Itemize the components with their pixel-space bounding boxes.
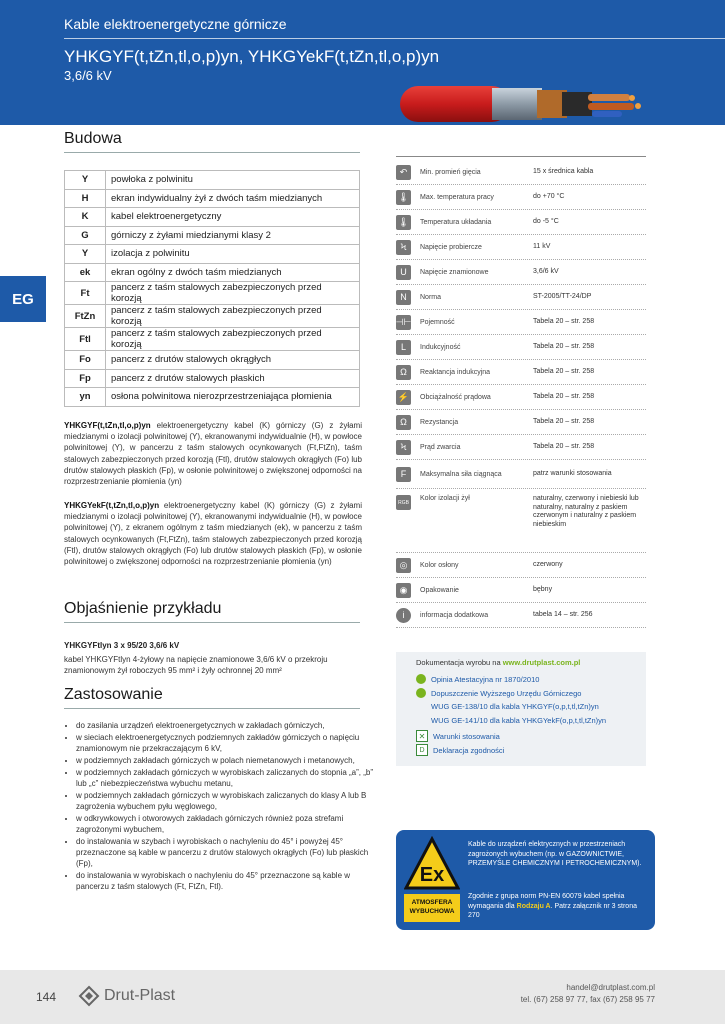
budowa-heading: Budowa — [64, 130, 122, 147]
table-row — [65, 328, 360, 351]
table-row — [65, 208, 360, 227]
list-item: • do zasilania urządzeń elektroenergetycznych w zakładach górniczych, — [76, 720, 376, 731]
doc-link-label: WUG GE-138/10 dla kabla YHKGYF(o,p,t,tl,tZn)yn — [431, 702, 599, 711]
spec-value: do +70 °C — [533, 192, 565, 200]
spec-label: Norma — [420, 293, 442, 301]
logo-text: Drut-Plast — [104, 987, 176, 1004]
inductance-icon: L — [396, 340, 411, 355]
desc-cell: pancerz z taśm stalowych zabezpieczonych przed korozją — [106, 328, 360, 351]
spec-label: Temperatura układania — [420, 218, 492, 226]
spec-value: bębny — [533, 585, 553, 593]
spec-row — [396, 553, 646, 578]
description-title: YHKGYF(t,tZn,tl,o,p)yn — [64, 421, 151, 430]
spec-value: 11 kV — [533, 242, 551, 250]
spec-value: 15 x średnica kabla — [533, 167, 594, 175]
list-item: • w podziemnych zakładach górniczych w wyrobiskach zaliczanych do stopnia „a”, „b” lub „c” niebezpieczeństwa wybuchu metanu, — [76, 767, 376, 789]
atex-label — [404, 894, 460, 922]
code-cell: FtZn — [65, 305, 106, 328]
current-capacity-icon: ⚡ — [396, 390, 411, 405]
doc-link-wug-138[interactable] — [431, 702, 599, 711]
list-item: • w podziemnych zakładach górniczych w polach niemetanowych i metanowych, — [76, 755, 376, 766]
specs-table — [396, 160, 646, 628]
spec-value: patrz warunki stosowania — [533, 469, 612, 477]
list-item: • do instalowania w wyrobiskach o nachyleniu do 45° przeznaczone są kable w pancerzu z taśm stalowych (Ft, FtZn, Ftl). — [76, 870, 376, 892]
product-voltage: 3,6/6 kV — [64, 68, 112, 83]
atex-box — [396, 830, 655, 930]
bend-radius-icon: ↶ — [396, 165, 411, 180]
list-item: • w sieciach elektroenergetycznych podziemnych zakładów górniczych o napięciu znamionowym nie przekraczającym 6 kV, — [76, 732, 376, 754]
spec-value: Tabela 20 – str. 258 — [533, 367, 595, 375]
budowa-table — [64, 170, 360, 407]
spec-value: czerwony — [533, 560, 563, 568]
atex-description: Kable do urządzeń elektrycznych w przestrzeniach zagrożonych wybuchem (np. w GAZOWNICTWIE, PRZEMYŚLE CHEMICZNYM I PETROCHEMICZNYM). — [468, 841, 642, 867]
table-row — [65, 263, 360, 282]
desc-cell: górniczy z żyłami miedzianymi klasy 2 — [106, 226, 360, 245]
code-cell: Fp — [65, 369, 106, 388]
norm-icon: N — [396, 290, 411, 305]
spec-row — [396, 160, 646, 185]
spec-label: informacja dodatkowa — [420, 611, 489, 619]
example-title: YHKGYFtlyn 3 x 95/20 3,6/6 kV — [64, 641, 180, 650]
certificate-icon — [416, 674, 426, 684]
desc-cell: pancerz z taśm stalowych zabezpieczonych przed korozją — [106, 305, 360, 328]
atex-norm-prefix: Zgodnie z grupa norm PN-EN 60079 kabel spełnia wymagania dla — [468, 893, 625, 910]
spec-row — [396, 460, 646, 489]
conditions-icon: ✕ — [416, 730, 428, 742]
list-item: • do instalowania w szybach i wyrobiskach o nachyleniu do 45° i powyżej 45° przeznaczone są kable w pancerzu z drutów stalowych okrągłych (Fo) lub płaskich (Fp), — [76, 836, 376, 869]
table-row — [65, 282, 360, 305]
category-title: Kable elektroenergetyczne górnicze — [64, 16, 287, 32]
doc-link-wug-141[interactable] — [431, 716, 606, 725]
spec-row — [396, 385, 646, 410]
spec-row — [396, 603, 646, 628]
zastosowanie-list — [64, 720, 376, 893]
cable-image — [392, 76, 662, 132]
spec-label: Kolor izolacji żył — [420, 495, 470, 502]
atex-label-line2: WYBUCHOWA — [409, 908, 455, 915]
budowa-divider — [64, 152, 360, 153]
desc-cell: osłona polwinitowa nierozprzestrzeniająca płomienia — [106, 388, 360, 407]
desc-cell: powłoka z polwinitu — [106, 171, 360, 190]
example-divider — [64, 622, 360, 623]
reactance-icon: Ω — [396, 365, 411, 380]
test-voltage-icon: Ϟ — [396, 240, 411, 255]
table-row — [65, 226, 360, 245]
doc-link-label: WUG GE-141/10 dla kabla YHKGYekF(o,p,t,tl,tZn)yn — [431, 716, 607, 725]
spec-label: Maksymalna siła ciągnąca — [420, 470, 502, 478]
resistance-icon: Ω — [396, 415, 411, 430]
spec-row — [396, 210, 646, 235]
doc-link-label: Deklaracja zgodności — [433, 745, 505, 755]
page-number: 144 — [36, 990, 57, 1004]
description-text: elektroenergetyczny kabel (K) górniczy (G) z żyłami miedzianymi o izolacji polwinitowej (Y), ekranowanymi indywidualnie (H), w powłoce polwinitowej (Y), w pancerzu z taśm stalowych ocynkowanych (Ft,FtZn), taśm stalowych zabezpieczonych przed korozją (Ftl), drutów stalowych okrągłych (Fo) lub drutów stalowych płaskich (Fp), w osłonie polwinitowej o zwiększonej odporności na rozprzestrzenianie płomienia (yn) — [64, 421, 362, 487]
spec-label: Indukcyjność — [420, 343, 461, 351]
spec-value: Tabela 20 – str. 258 — [533, 317, 595, 325]
specs-top-rule — [396, 156, 646, 157]
rated-voltage-icon: U — [396, 265, 411, 280]
desc-cell: pancerz z taśm stalowych zabezpieczonych przed korozją — [106, 282, 360, 305]
capacitance-icon: ⊣⊢ — [396, 315, 411, 330]
section-tab-eg: EG — [0, 276, 46, 322]
description-text: elektroenergetyczny kabel (K) górniczy (G) z żyłami miedzianymi o izolacji polwinitowej (Y), ekranowanymi indywidualnie (H), w powłoce polwinitowej (Y), z ekranem ogólnym z taśm miedzianych (ek), w pancerzu z taśm stalowych ocynkowanych (Ft,FtZn), taśm stalowych zabezpieczonych przed korozją (Ftl), drutów stalowych okrągłych (Fo) lub drutów stalowych płaskich (Fp), w osłonie polwinitowej o zwiększonej odporności na rozprzestrzenianie płomienia (yn) — [64, 501, 362, 567]
logo-icon — [78, 985, 100, 1007]
spec-label: Napięcie probiercze — [420, 243, 482, 251]
spec-value: do -5 °C — [533, 217, 559, 225]
page-footer — [0, 970, 725, 1024]
desc-cell: pancerz z drutów stalowych płaskich — [106, 369, 360, 388]
zastosowanie-heading: Zastosowanie — [64, 686, 163, 703]
doc-link-approval[interactable] — [416, 688, 581, 698]
spec-value: tabela 14 – str. 256 — [533, 610, 593, 618]
spec-label: Max. temperatura pracy — [420, 193, 494, 201]
insulation-color-icon: RGB — [396, 495, 411, 510]
code-cell: yn — [65, 388, 106, 407]
spec-value: 3,6/6 kV — [533, 267, 559, 275]
ex-symbol: Ex — [419, 864, 445, 886]
table-row — [65, 189, 360, 208]
spec-label: Opakowanie — [420, 586, 459, 594]
spec-row — [396, 578, 646, 603]
doc-link-label: Warunki stosowania — [433, 731, 500, 741]
spec-label: Reaktancja indukcyjna — [420, 368, 491, 376]
atex-label-line1: ATMOSFERA — [411, 899, 453, 906]
table-row — [65, 388, 360, 407]
ex-warning-icon — [404, 836, 460, 892]
list-item: • w podziemnych zakładach górniczych w wyrobiskach zaliczanych do klasy A lub B zagrożenia wybuchem pyłu węglowego, — [76, 790, 376, 812]
spec-row — [396, 285, 646, 310]
example-text: kabel YHKGYFtlyn 4-żyłowy na napięcie znamionowe 3,6/6 kV o przekroju znamionowym żył roboczych 95 mm² i żyły ochronnej 20 mm² — [64, 655, 328, 675]
code-cell: G — [65, 226, 106, 245]
spec-value: Tabela 20 – str. 258 — [533, 392, 595, 400]
description-title: YHKGYekF(t,tZn,tl,o,p)yn — [64, 501, 160, 510]
approval-icon — [416, 688, 426, 698]
table-row — [65, 305, 360, 328]
documentation-prefix: Dokumentacja wyrobu na — [416, 658, 503, 667]
max-temperature-icon: 🌡 — [396, 190, 411, 205]
code-cell: Y — [65, 245, 106, 264]
sheath-color-icon: ◎ — [396, 558, 411, 573]
documentation-box — [396, 652, 646, 766]
example-heading: Objaśnienie przykładu — [64, 600, 222, 617]
description-yhkgyf — [64, 420, 362, 487]
spec-row — [396, 235, 646, 260]
desc-cell: kabel elektroenergetyczny — [106, 208, 360, 227]
table-row — [65, 351, 360, 370]
documentation-title — [416, 658, 580, 667]
table-row — [65, 171, 360, 190]
spec-value: Tabela 20 – str. 258 — [533, 442, 595, 450]
spec-value: Tabela 20 – str. 258 — [533, 417, 595, 425]
info-icon: i — [396, 608, 411, 623]
table-row — [65, 369, 360, 388]
spec-label: Min. promień gięcia — [420, 168, 481, 176]
spec-row — [396, 335, 646, 360]
product-title: YHKGYF(t,tZn,tl,o,p)yn, YHKGYekF(t,tZn,tl,o,p)yn — [64, 47, 440, 66]
laying-temperature-icon: 🌡 — [396, 215, 411, 230]
spec-label: Rezystancja — [420, 418, 459, 426]
spec-row — [396, 185, 646, 210]
code-cell: Ft — [65, 282, 106, 305]
contact-email[interactable]: handel@drutplast.com.pl — [566, 983, 655, 992]
code-cell: Y — [65, 171, 106, 190]
spec-row — [396, 489, 646, 553]
atex-norm-text — [468, 892, 648, 921]
doc-link-label: Opinia Atestacyjna nr 1870/2010 — [431, 674, 540, 684]
doc-link-opinion[interactable] — [416, 674, 539, 684]
spec-row — [396, 310, 646, 335]
declaration-icon: D — [416, 744, 428, 756]
code-cell: Fo — [65, 351, 106, 370]
tensile-force-icon: F — [396, 467, 411, 482]
packaging-icon: ◉ — [396, 583, 411, 598]
spec-row — [396, 360, 646, 385]
header-divider — [64, 38, 725, 39]
desc-cell: pancerz z drutów stalowych okrągłych — [106, 351, 360, 370]
zastosowanie-divider — [64, 708, 360, 709]
code-cell: Ftl — [65, 328, 106, 351]
atex-norm-suffix: . Patrz załącznik nr 3 strona 270 — [468, 902, 637, 919]
doc-link-declaration[interactable] — [416, 744, 504, 756]
desc-cell: ekran ogólny z dwóch taśm miedzianych — [106, 263, 360, 282]
spec-row — [396, 410, 646, 435]
website-link[interactable]: www.drutplast.com.pl — [502, 658, 581, 667]
spec-label: Kolor osłony — [420, 561, 459, 569]
spec-value: ST-2005/TT-24/DP — [533, 292, 592, 300]
code-cell: K — [65, 208, 106, 227]
list-item: • w odkrywkowych i otworowych zakładach górniczych również poza strefami zagrożonymi wybuchem, — [76, 813, 376, 835]
desc-cell: izolacja z polwinitu — [106, 245, 360, 264]
doc-link-label: Dopuszczenie Wyższego Urzędu Górniczego — [431, 688, 582, 698]
desc-cell: ekran indywidualny żył z dwóch taśm miedzianych — [106, 189, 360, 208]
spec-value: naturalny, czerwony i niebieski lub naturalny, naturalny z paskiem czerwonym i naturalny z paskiem niebieskim — [533, 495, 639, 528]
short-circuit-icon: Ϟ — [396, 440, 411, 455]
spec-row — [396, 260, 646, 285]
spec-label: Obciążalność prądowa — [420, 393, 491, 401]
spec-label: Prąd zwarcia — [420, 443, 461, 451]
code-cell: ek — [65, 263, 106, 282]
code-cell: H — [65, 189, 106, 208]
spec-row — [396, 435, 646, 460]
atex-norm-type: Rodzaju A — [516, 902, 551, 910]
spec-label: Napięcie znamionowe — [420, 268, 489, 276]
description-yhkgyekf — [64, 500, 362, 567]
spec-value: Tabela 20 – str. 258 — [533, 342, 595, 350]
table-row — [65, 245, 360, 264]
contact-info — [521, 982, 655, 1006]
spec-label: Pojemność — [420, 318, 455, 326]
company-logo — [78, 985, 175, 1007]
contact-phone: tel. (67) 258 97 77, fax (67) 258 95 77 — [520, 995, 655, 1004]
doc-link-conditions[interactable] — [416, 730, 500, 742]
